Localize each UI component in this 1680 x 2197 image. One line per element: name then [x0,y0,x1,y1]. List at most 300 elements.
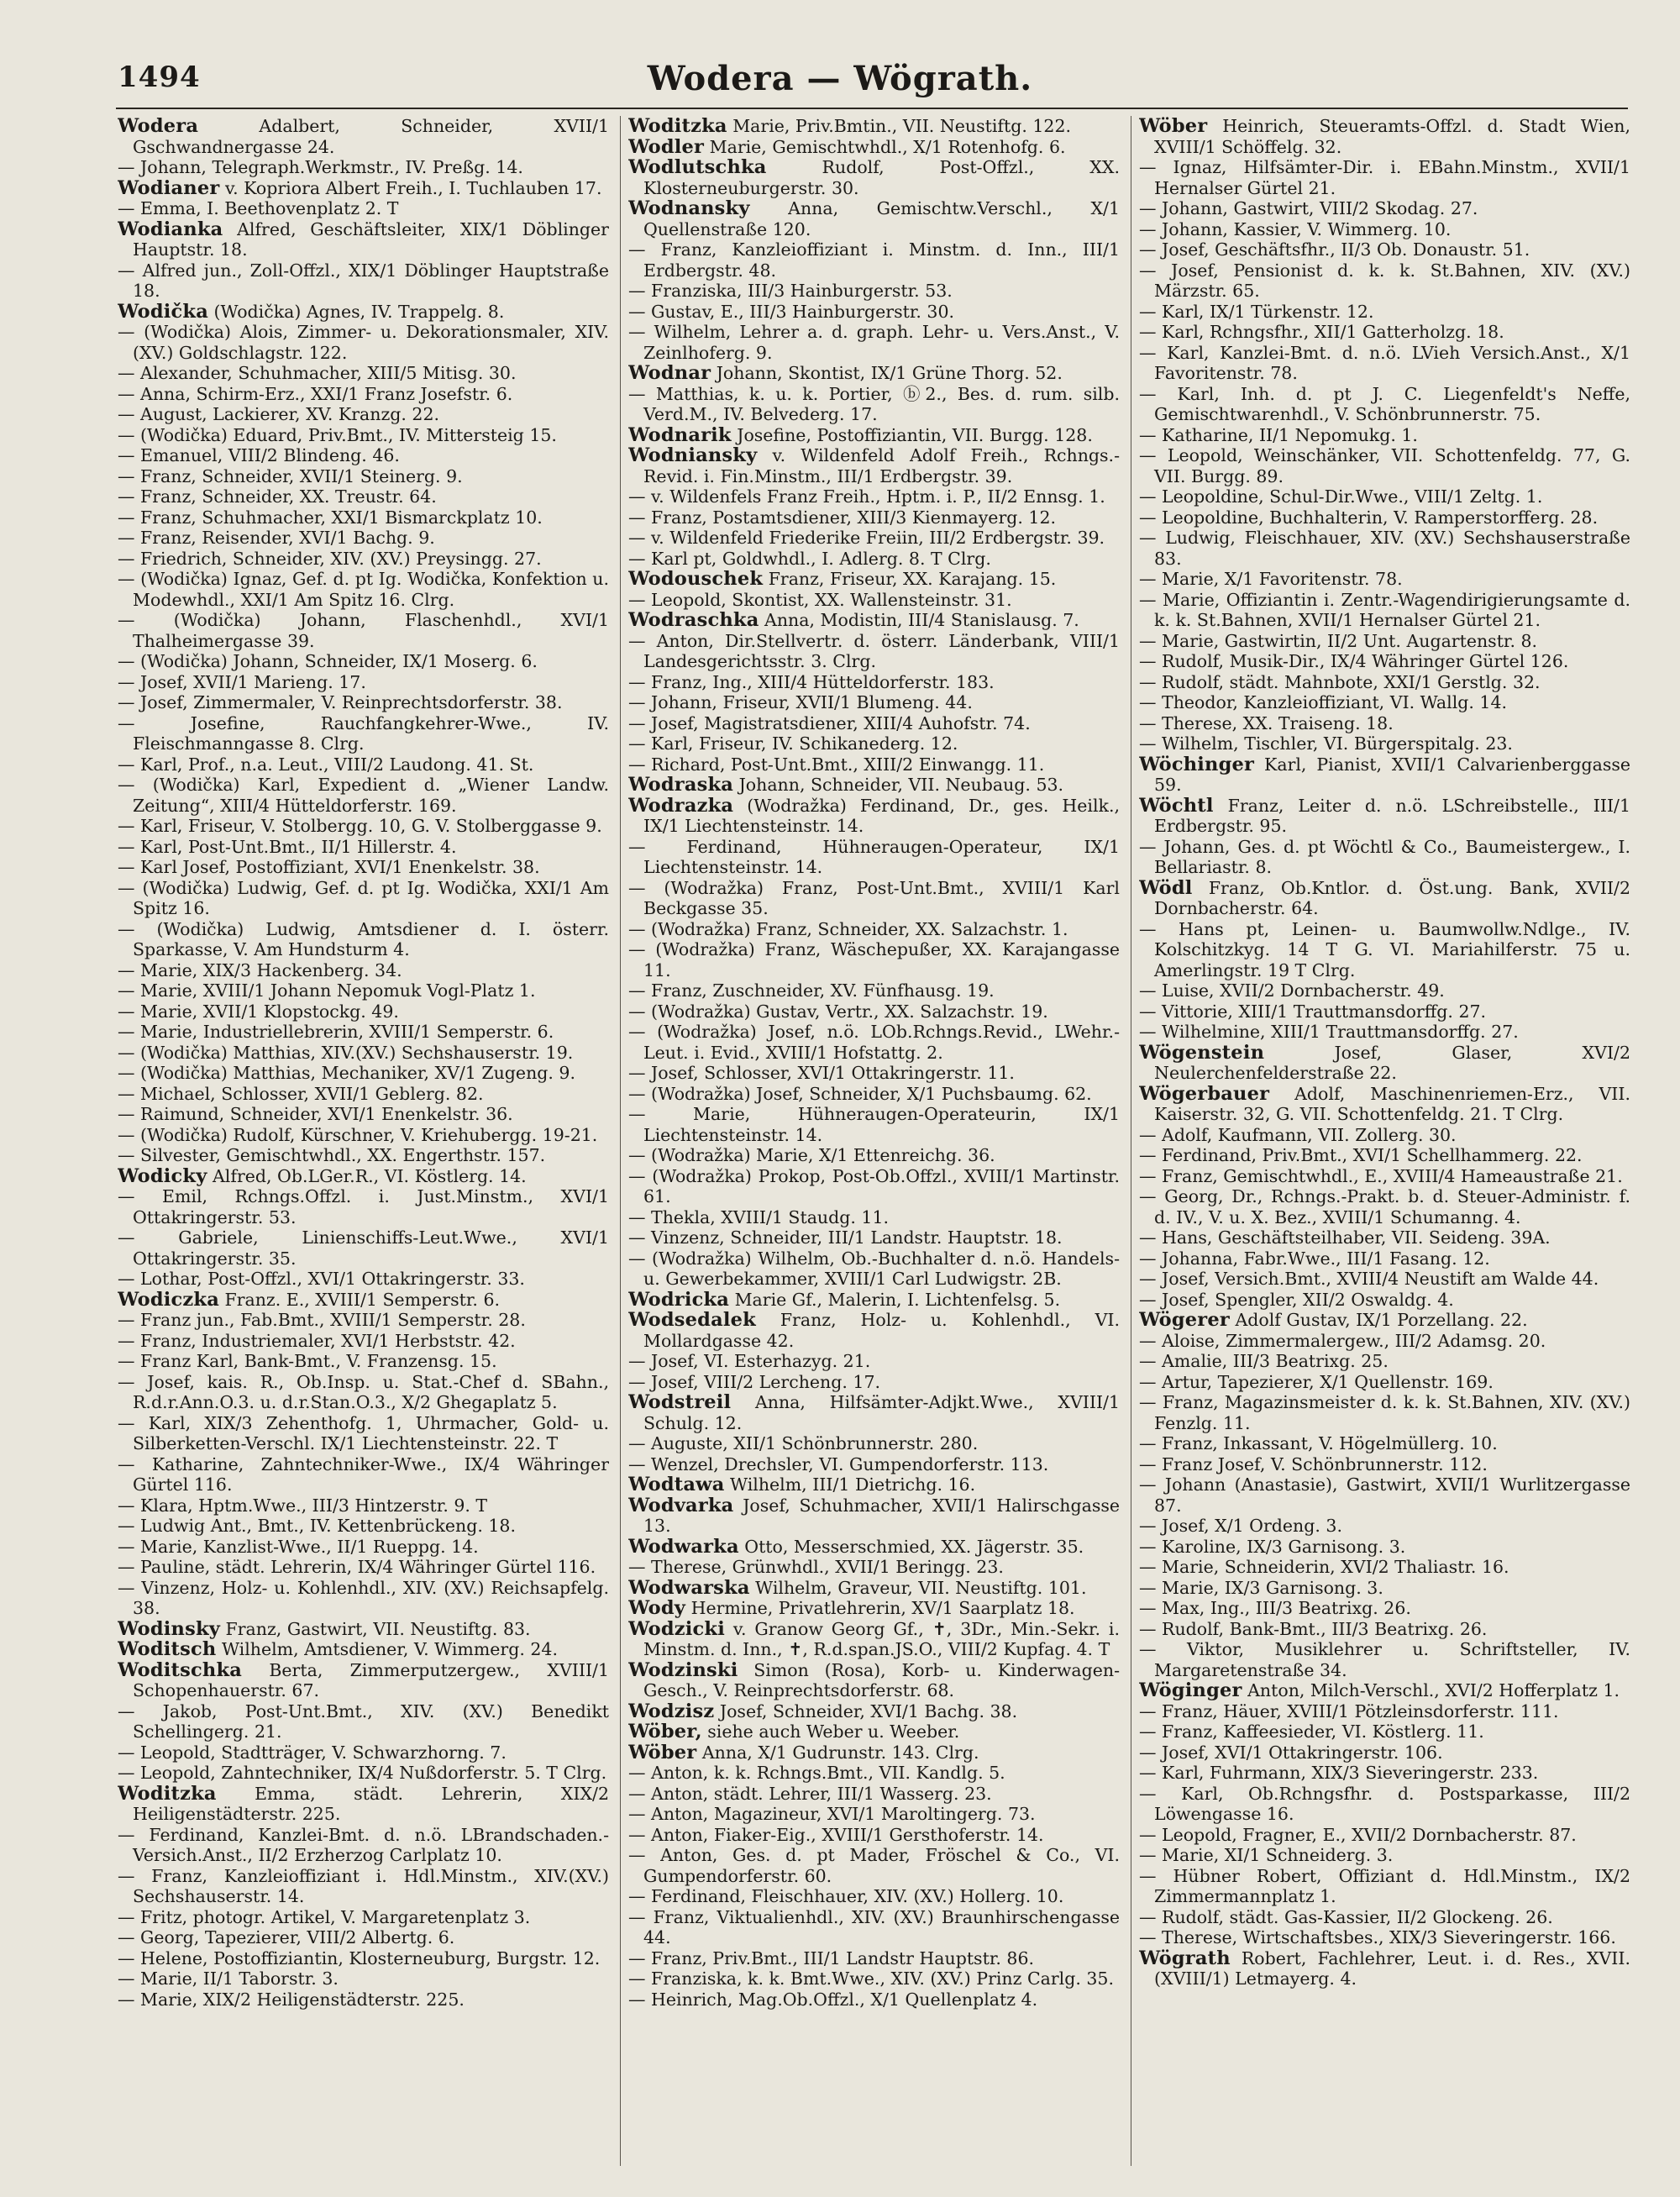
entry-text: — Marie, Schneiderin, XVI/2 Thaliastr. 16. [1139,1557,1509,1577]
entry-text: — Emil, Rchngs.Offzl. i. Just.Minstm., XVI/1 Ottakringerstr. 53. [118,1186,609,1227]
entry-text: — Rudolf, städt. Gas-Kassier, II/2 Glockeng. 26. [1139,1906,1553,1927]
entry-text: — Franz, Schneider, XX. Treustr. 64. [118,486,437,507]
directory-entry [118,1516,609,1537]
entry-surname: Wöber [628,1741,697,1763]
directory-entry [1139,1474,1630,1516]
entry-text: — Wenzel, Drechsler, VI. Gumpendorferstr. 113. [628,1453,1049,1474]
directory-entry [1139,919,1630,981]
directory-entry [118,837,609,858]
directory-entry [1139,198,1630,219]
entry-text: — Franz, Industriemaler, XVI/1 Herbststr. 42. [118,1330,516,1351]
entry-text: — Ludwig Ant., Bmt., IV. Kettenbrückeng. 18. [118,1516,516,1536]
directory-entry [628,1825,1120,1846]
directory-entry [628,754,1120,775]
directory-entry [628,1207,1120,1228]
entry-text: Franz, Friseur, XX. Karajang. 15. [763,569,1057,589]
entry-text: — Karl pt, Goldwhdl., I. Adlerg. 8. T Clrg. [628,548,991,569]
directory-entry [628,1804,1120,1825]
entry-surname: Wöchinger [1139,753,1255,775]
directory-entry [1139,1084,1630,1125]
directory-entry [118,1022,609,1043]
directory-entry [1139,486,1630,507]
entry-text: — Franz jun., Fab.Bmt., XVIII/1 Semperstr. 28. [118,1310,526,1330]
entry-text: — Georg, Dr., Rchngs.-Prakt. b. d. Steuer-Administr. f. d. IV., V. u. X. Bez., XVIII/1 Schumanng. 4. [1139,1186,1630,1227]
entry-text: — Josef, XVII/1 Marieng. 17. [118,671,366,692]
entry-text: — Aloise, Zimmermalergew., III/2 Adamsg. 20. [1139,1330,1546,1351]
entry-text: — Wilhelm, Tischler, VI. Bürgerspitalg. 23. [1139,733,1513,754]
directory-entry [118,302,609,323]
entry-text: — Karoline, IX/3 Garnisong. 3. [1139,1536,1406,1557]
directory-entry [118,775,609,816]
entry-text: — v. Wildenfels Franz Freih., Hptm. i. P., II/2 Ennsg. 1. [628,486,1105,507]
entry-surname: Wodraska [628,774,734,796]
entry-text: — (Wodražka) Franz, Post-Unt.Bmt., XVIII/1 Karl Beckgasse 35. [628,877,1120,918]
entry-surname: Wodtawa [628,1474,725,1495]
directory-entry [118,1351,609,1372]
directory-entry [118,384,609,405]
entry-text: — Raimund, Schneider, XVI/1 Enenkelstr. 36. [118,1104,513,1124]
entry-text: — Franz, Ing., XIII/4 Hütteldorferstr. 183. [628,671,995,692]
entry-text: — Josef, Zimmermaler, V. Reinprechtsdorferstr. 38. [118,692,563,712]
entry-text: — (Wodička) Ludwig, Gef. d. pt Ig. Wodička, XXI/1 Am Spitz 16. [118,877,609,918]
directory-entry [118,878,609,919]
directory-entry [628,1104,1120,1145]
entry-surname: Wöchtl [1139,794,1214,817]
entry-text: Franz, Gastwirt, VII. Neustiftg. 83. [220,1618,531,1639]
directory-entry [118,672,609,693]
entry-text: — Johann, Ges. d. pt Wöchtl & Co., Baumeistergew., I. Bellariastr. 8. [1139,836,1630,877]
entry-text: — Adolf, Kaufmann, VII. Zollerg. 30. [1139,1124,1457,1145]
directory-entry [118,1125,609,1146]
directory-entry [628,1084,1120,1105]
directory-entry [628,1290,1120,1311]
entry-surname: Wodwarska [628,1576,750,1599]
directory-entry [118,178,609,199]
entry-text: — Josef, Geschäftsfhr., II/3 Ob. Donaustr. 51. [1139,239,1530,260]
entry-surname: Wodniansky [628,444,758,466]
entry-surname: Woditzka [118,1782,217,1805]
directory-entry [1139,1825,1630,1846]
directory-entry [1139,507,1630,528]
entry-text: v. Kopriora Albert Freih., I. Tuchlauben 17. [219,177,602,198]
directory-entry [118,1784,609,1825]
directory-entry [628,1022,1120,1063]
entry-text: — Marie, XIX/2 Heiligenstädterstr. 225. [118,1989,465,2010]
entry-surname: Wodlutschka [628,156,767,178]
entry-text: — Josef, kais. R., Ob.Insp. u. Stat.-Chef d. SBahn., R.d.r.Ann.O.3. u. d.r.Stan.O.3., X/2 Ghegaplatz 5. [118,1371,609,1412]
entry-text: — Franz, Postamtsdiener, XIII/3 Kienmayerg. 12. [628,507,1056,528]
entry-text: — Vinzenz, Schneider, III/1 Landstr. Hauptstr. 18. [628,1227,1063,1248]
directory-entry [628,157,1120,198]
directory-entry [118,363,609,384]
directory-entry [1139,1227,1630,1248]
directory-entry [1139,1701,1630,1722]
entry-text: — (Wodražka) Gustav, Vertr., XX. Salzachstr. 19. [628,1001,1048,1022]
directory-entry [1139,754,1630,796]
entry-text: — Franz, Gemischtwhdl., E., XVIII/4 Hameaustraße 21. [1139,1165,1623,1186]
entry-surname: Wodzicki [628,1617,725,1640]
entry-text: — Ferdinand, Priv.Bmt., XVI/1 Schellhammerg. 22. [1139,1145,1583,1165]
entry-surname: Wody [628,1597,686,1619]
directory-entry [1139,1537,1630,1558]
entry-surname: Wodzinski [628,1658,738,1681]
entry-text: — Ferdinand, Hühneraugen-Operateur, IX/1 Liechtensteinstr. 14. [628,836,1120,877]
directory-entry [118,1084,609,1105]
directory-entry [1139,1022,1630,1043]
directory-entry [1139,322,1630,343]
directory-entry [118,507,609,528]
directory-entry [118,1495,609,1516]
entry-text: — Alexander, Schuhmacher, XIII/5 Mitisg. 30. [118,363,517,383]
entry-text: — Karl, Post-Unt.Bmt., II/1 Hillerstr. 4. [118,836,457,857]
directory-entry [628,672,1120,693]
directory-entry [628,1392,1120,1433]
directory-entry [118,445,609,466]
entry-text: — Therese, Wirtschaftsbes., XIX/3 Sieveringerstr. 166. [1139,1927,1616,1947]
directory-column-2 [628,116,1120,2166]
directory-entry [1139,980,1630,1001]
entry-text: Marie, Priv.Bmtin., VII. Neustiftg. 122. [727,116,1072,136]
entry-text: — Anton, Fiaker-Eig., XVIII/1 Gersthoferstr. 14. [628,1824,1044,1845]
entry-text: — Marie, XVIII/1 Johann Nepomuk Vogl-Platz 1. [118,980,536,1001]
directory-entry [118,1866,609,1907]
entry-surname: Wodnar [628,362,711,384]
directory-entry [628,1578,1120,1599]
entry-text: — (Wodražka) Josef, Schneider, X/1 Puchsbaumg. 62. [628,1083,1092,1104]
entry-surname: Wögrath [1139,1947,1231,1969]
entry-text: — Friedrich, Schneider, XIV. (XV.) Preysingg. 27. [118,548,542,569]
entry-text: — Josef, Magistratsdiener, XIII/4 Auhofstr. 74. [628,712,1031,733]
entry-surname: Wodstreil [628,1391,732,1413]
entry-text: — (Wodička) Rudolf, Kürschner, V. Kriehubergg. 19-21. [118,1124,598,1145]
directory-entry [628,1495,1120,1537]
directory-entry [628,1784,1120,1805]
entry-text: Heinrich, Steueramts-Offzl. d. Stadt Wien, XVIII/1 Schöffelg. 32. [1154,116,1630,157]
entry-text: — Marie, Kanzlist-Wwe., II/1 Rueppg. 14. [118,1536,479,1557]
directory-entry [628,1351,1120,1372]
entry-text: — Anna, Schirm-Erz., XXI/1 Franz Josefstr. 6. [118,383,513,404]
directory-entry [628,1001,1120,1022]
entry-text: Anna, X/1 Gudrunstr. 143. Clrg. [696,1742,979,1763]
entry-text: — Franz, Kanzleioffiziant i. Hdl.Minstm., XIV.(XV.) Sechshauserstr. 14. [118,1865,609,1906]
directory-entry [118,466,609,487]
entry-text: — Karl, Inh. d. pt J. C. Liegenfeldt's Neffe, Gemischtwarenhdl., V. Schönbrunnerstr. 75. [1139,383,1630,424]
entry-text: — Therese, Grünwhdl., XVII/1 Beringg. 23. [628,1557,1004,1577]
entry-text: — Franz, Priv.Bmt., III/1 Landstr Hauptstr. 86. [628,1947,1035,1968]
entry-text: — Lothar, Post-Offzl., XVI/1 Ottakringerstr. 33. [118,1269,525,1289]
entry-text: — (Wodička) Johann, Schneider, IX/1 Moserg. 6. [118,651,538,671]
entry-text: — Hübner Robert, Offiziant d. Hdl.Minstm., IX/2 Zimmermannplatz 1. [1139,1865,1630,1906]
directory-entry [118,569,609,610]
directory-entry [1139,260,1630,302]
entry-text: — Leopold, Zahntechniker, IX/4 Nußdorferstr. 5. T Clrg. [118,1763,607,1783]
directory-entry [628,692,1120,713]
entry-text: Johann, Schneider, VII. Neubaug. 53. [733,775,1064,795]
directory-entry [1139,1166,1630,1187]
entry-text: — Theodor, Kanzleioffiziant, VI. Wallg. 14. [1139,692,1508,712]
directory-entry [118,116,609,157]
entry-text: v. Wildenfeld Adolf Freih., Rchngs.-Revid. i. Fin.Minstm., III/1 Erdbergstr. 39. [643,445,1120,486]
entry-text: — Gabriele, Linienschiffs-Leut.Wwe., XVI/1 Ottakringerstr. 35. [118,1227,609,1269]
entry-text: — Marie, Offiziantin i. Zentr.-Wagendirigierungsamte d. k. k. St.Bahnen, XVII/1 Hernalser Gürtel 21. [1139,589,1630,630]
directory-entry [628,198,1120,239]
directory-entry [118,198,609,219]
directory-entry [118,1927,609,1948]
directory-entry [628,1537,1120,1558]
directory-entry [628,590,1120,611]
entry-text: Berta, Zimmerputzergew., XVIII/1 Schopenhauerstr. 67. [133,1659,609,1700]
entry-text: Emma, städt. Lehrerin, XIX/2 Heiligenstädterstr. 225. [133,1783,609,1824]
entry-text: — Marie, XVII/1 Klopstockg. 49. [118,1001,399,1022]
entry-text: Adalbert, Schneider, XVII/1 Gschwandnergasse 24. [133,116,609,157]
entry-text: — Josefine, Rauchfangkehrer-Wwe., IV. Fleischmanngasse 8. Clrg. [118,712,609,754]
entry-text: — Matthias, k. u. k. Portier, ⓑ2., Bes. d. rum. silb. Verd.M., IV. Belvederg. 17. [628,383,1120,424]
entry-surname: Wögerbauer [1139,1082,1270,1105]
entry-text: — Anton, Ges. d. pt Mader, Fröschel & Co., VI. Gumpendorferstr. 60. [628,1845,1120,1886]
entry-text: — Karl, Rchngsfhr., XII/1 Gatterholzg. 18. [1139,322,1504,342]
directory-entry [118,1825,609,1866]
entry-text: — Heinrich, Mag.Ob.Offzl., X/1 Quellenplatz 4. [628,1989,1038,2010]
entry-surname: Wodouschek [628,568,764,590]
entry-surname: Woditzka [628,116,727,137]
directory-entry [118,1557,609,1578]
directory-entry [628,1454,1120,1475]
entry-surname: Wodricka [628,1288,730,1311]
entry-text: — Ignaz, Hilfsämter-Dir. i. EBahn.Minstm., XVII/1 Hernalser Gürtel 21. [1139,157,1630,198]
entry-text: — Josef, VIII/2 Lercheng. 17. [628,1371,881,1392]
entry-text: — Luise, XVII/2 Dornbacherstr. 49. [1139,980,1445,1001]
directory-entry [628,302,1120,323]
entry-text: — (Wodička) Ignaz, Gef. d. pt Ig. Wodička, Konfektion u. Modewhdl., XXI/1 Am Spitz 16. Clrg. [118,569,609,610]
directory-entry [628,1619,1120,1660]
entry-text: Adolf, Maschinenriemen-Erz., VII. Kaiserstr. 32, G. VII. Schottenfeldg. 21. T Clrg. [1154,1083,1630,1124]
directory-entry [628,363,1120,384]
directory-entry [628,239,1120,281]
directory-entry [118,713,609,754]
directory-entry [118,260,609,302]
entry-text: — Leopold, Skontist, XX. Wallensteinstr. 31. [628,589,1012,610]
directory-entry [628,1948,1120,1969]
entry-text: — Leopold, Stadtträger, V. Schwarzhorng. 7. [118,1742,507,1763]
entry-surname: Wodiczka [118,1288,219,1311]
directory-entry [1139,1269,1630,1290]
entry-text: — Alfred jun., Zoll-Offzl., XIX/1 Döblinger Hauptstraße 18. [118,260,609,301]
entry-text: — Leopoldine, Buchhalterin, V. Ramperstorfferg. 28. [1139,507,1599,528]
entry-text: — Anton, Dir.Stellvertr. d. österr. Länderbank, VIII/1 Landesgerichtsstr. 3. Clrg. [628,630,1120,671]
entry-surname: Wöginger [1139,1679,1242,1701]
directory-entry [1139,631,1630,652]
entry-text: Wilhelm, Amtsdiener, V. Wimmerg. 24. [216,1639,558,1659]
entry-text: — Franz, Kanzleioffiziant i. Minstm. d. Inn., III/1 Erdbergstr. 48. [628,239,1120,281]
directory-entry [1139,1351,1630,1372]
entry-text: — Rudolf, Bank-Bmt., III/3 Beatrixg. 26. [1139,1618,1488,1639]
directory-entry [1139,528,1630,569]
directory-entry [118,1043,609,1064]
entry-text: — (Wodička) Eduard, Priv.Bmt., IV. Mittersteig 15. [118,424,557,445]
entry-text: — Franz Josef, V. Schönbrunnerstr. 112. [1139,1453,1488,1474]
entry-text: — Vinzenz, Holz- u. Kohlenhdl., XIV. (XV.) Reichsapfelg. 38. [118,1577,609,1618]
entry-text: — Karl, Fuhrmann, XIX/3 Sieveringerstr. 233. [1139,1763,1539,1783]
directory-entry [1139,1516,1630,1537]
directory-entry [628,1989,1120,2010]
entry-text: — Karl, XIX/3 Zehenthofg. 1, Uhrmacher, Gold- u. Silberketten-Verschl. IX/1 Liechtensteinstr. 22. T [118,1412,609,1453]
entry-surname: Wodička [118,300,208,323]
entry-text: — Fritz, photogr. Artikel, V. Margaretenplatz 3. [118,1906,531,1927]
directory-entry [1139,445,1630,486]
directory-entry [1139,1331,1630,1352]
directory-entry [628,486,1120,507]
entry-text: — Johann (Anastasie), Gastwirt, XVII/1 Wurlitzergasse 87. [1139,1474,1630,1516]
directory-entry [1139,1578,1630,1599]
directory-entry [628,919,1120,940]
entry-surname: Wögenstein [1139,1041,1265,1064]
entry-surname: Wodwarka [628,1535,739,1558]
entry-text: — Franz, Magazinsmeister d. k. k. St.Bahnen, XIV. (XV.) Fenzlg. 11. [1139,1392,1630,1433]
directory-entry [118,919,609,960]
entry-text: — (Wodička) Matthias, XIV.(XV.) Sechshauserstr. 19. [118,1042,574,1063]
directory-entry [628,1742,1120,1763]
entry-text: Franz, Ob.Kntlor. d. Öst.ung. Bank, XVII/2 Dornbacherstr. 64. [1154,877,1630,918]
directory-entry [628,1227,1120,1248]
entry-text: — Anton, k. k. Rchngs.Bmt., VII. Kandlg. 5. [628,1763,1005,1783]
directory-entry [118,1063,609,1084]
directory-entry [1139,692,1630,713]
directory-entry [628,549,1120,570]
directory-entry [118,1989,609,2010]
directory-entry [1139,1043,1630,1084]
directory-entry [1139,569,1630,590]
directory-entry [1139,1866,1630,1907]
entry-text: v. Granow Georg Gf., ✝, 3Dr., Min.-Sekr. i. Minstm. d. Inn., ✝, R.d.span.JS.O., VIII/2 Kupfag. 4. T [643,1618,1120,1659]
directory-entry [118,1001,609,1022]
entry-text: Johann, Skontist, IX/1 Grüne Thorg. 52. [711,363,1063,383]
directory-entry [628,1063,1120,1084]
directory-entry [1139,1721,1630,1742]
entry-text: Karl, Pianist, XVII/1 Calvarienberggasse 59. [1154,754,1630,795]
directory-entry [118,1104,609,1125]
entry-text: — Marie, II/1 Taborstr. 3. [118,1968,339,1989]
entry-text: — (Wodražka) Marie, X/1 Ettenreichg. 36. [628,1145,995,1165]
entry-text: Alfred, Geschäftsleiter, XIX/1 Döblinger Hauptstr. 18. [133,218,609,260]
entry-text: — Pauline, städt. Lehrerin, IX/4 Währinger Gürtel 116. [118,1557,596,1577]
directory-entry [628,878,1120,919]
entry-text: Alfred, Ob.LGer.R., VI. Köstlerg. 14. [207,1165,527,1186]
directory-entry [628,1557,1120,1578]
entry-text: — Wilhelm, Lehrer a. d. graph. Lehr- u. Vers.Anst., V. Zeinlhoferg. 9. [628,322,1120,363]
directory-entry [1139,1372,1630,1393]
directory-entry [118,1968,609,1989]
directory-entry [118,486,609,507]
entry-text: — (Wodražka) Franz, Schneider, XX. Salzachstr. 1. [628,918,1068,939]
directory-entry [628,322,1120,363]
entry-text: — Ferdinand, Kanzlei-Bmt. d. n.ö. LBrandschaden.-Versich.Anst., II/2 Erzherzog Carlplatz 10. [118,1824,609,1865]
entry-text: — Karl, Ob.Rchngsfhr. d. Postsparkasse, III/2 Löwengasse 16. [1139,1783,1630,1824]
entry-text: — (Wodička) Ludwig, Amtsdiener d. I. österr. Sparkasse, V. Am Hundsturm 4. [118,918,609,959]
directory-entry [628,281,1120,302]
entry-surname: Wöber [1139,116,1208,137]
entry-text: — Johann, Telegraph.Werkmstr., IV. Preßg. 14. [118,157,523,177]
directory-entry [1139,425,1630,446]
entry-text: — Karl Josef, Postoffiziant, XVI/1 Enenkelstr. 38. [118,857,540,877]
directory-entry [1139,157,1630,198]
entry-text: — Ludwig, Fleischhauer, XIV. (XV.) Sechshauserstraße 83. [1139,528,1630,569]
entry-text: — Josef, VI. Esterhazyg. 21. [628,1351,871,1371]
directory-entry [628,775,1120,796]
entry-text: — (Wodražka) Franz, Wäschepußer, XX. Karajangasse 11. [628,939,1120,980]
entry-text: — Viktor, Musiklehrer u. Schriftsteller, IV. Margaretenstraße 34. [1139,1639,1630,1680]
entry-text: — Josef, Schlosser, XVI/1 Ottakringerstr. 11. [628,1063,1015,1083]
entry-text: Simon (Rosa), Korb- u. Kinderwagen-Gesch., V. Reinprechtsdorferstr. 68. [643,1659,1120,1700]
entry-text: — Anton, städt. Lehrer, III/1 Wasserg. 23. [628,1783,992,1804]
entry-surname: Wodler [628,135,705,158]
entry-text: — Vittorie, XIII/1 Trauttmansdorffg. 27. [1139,1001,1487,1022]
directory-entry [118,1907,609,1928]
entry-text: — Johann, Kassier, V. Wimmerg. 10. [1139,218,1452,239]
directory-entry [118,528,609,549]
entry-text: Marie Gf., Malerin, I. Lichtenfelsg. 5. [729,1289,1061,1310]
directory-entry [628,713,1120,734]
directory-entry [1139,1598,1630,1619]
entry-text: — (Wodička) Karl, Expedient d. „Wiener Landw. Zeitung“, XIII/4 Hütteldorferstr. 169. [118,775,609,816]
directory-entry [118,1742,609,1763]
directory-entry [628,796,1120,837]
entry-surname: Woditsch [118,1638,217,1660]
directory-entry [1139,1001,1630,1022]
entry-text: — Marie, Gastwirtin, II/2 Unt. Augartenstr. 8. [1139,630,1538,651]
entry-text: — Franz, Schneider, XVII/1 Steinerg. 9. [118,465,463,486]
entry-text: siehe auch Weber u. Weeber. [701,1721,960,1742]
entry-text: Josefine, Postoffiziantin, VII. Burgg. 128. [731,424,1093,445]
directory-entry [628,631,1120,672]
entry-text: — Rudolf, städt. Mahnbote, XXI/1 Gerstlg. 32. [1139,671,1541,692]
entry-text: — Franz Karl, Bank-Bmt., V. Franzensg. 15. [118,1351,497,1371]
entry-text: — Helene, Postoffiziantin, Klosterneuburg, Burgstr. 12. [118,1947,601,1968]
entry-text: Wilhelm, III/1 Dietrichg. 16. [724,1474,976,1495]
entry-text: Hermine, Privatlehrerin, XV/1 Saarplatz 18. [685,1598,1075,1618]
directory-entry [118,322,609,363]
entry-text: — Emma, I. Beethovenplatz 2. T [118,198,399,218]
directory-entry [118,1227,609,1269]
directory-entry [1139,1742,1630,1763]
directory-entry [628,1845,1120,1886]
directory-entry [118,1639,609,1660]
directory-entry [118,610,609,651]
entry-text: — Johanna, Fabr.Wwe., III/1 Fasang. 12. [1139,1248,1490,1269]
entry-text: — Amalie, III/3 Beatrixg. 25. [1139,1351,1389,1371]
entry-text: — Michael, Schlosser, XVII/1 Geblerg. 82. [118,1083,484,1104]
entry-text: — Hans, Geschäftsteilhaber, VII. Seideng. 39A. [1139,1227,1551,1248]
directory-entry [628,610,1120,631]
directory-entry [628,445,1120,486]
entry-text: — Josef, Pensionist d. k. k. St.Bahnen, XIV. (XV.) Märzstr. 65. [1139,260,1630,301]
entry-surname: Wodnansky [628,197,750,219]
directory-entry [628,1886,1120,1907]
entry-text: — Rudolf, Musik-Dir., IX/4 Währinger Gürtel 126. [1139,651,1569,671]
entry-text: — (Wodička) Johann, Flaschenhdl., XVI/1 Thalheimergasse 39. [118,610,609,651]
directory-column-1 [118,116,609,2166]
directory-entry [118,1269,609,1290]
directory-entry [1139,713,1630,734]
entry-text: — Franz, Viktualienhdl., XIV. (XV.) Braunhirschengasse 44. [628,1906,1120,1947]
entry-text: — Franziska, k. k. Bmt.Wwe., XIV. (XV.) Prinz Carlg. 35. [628,1968,1114,1989]
entry-text: Josef, Schneider, XVI/1 Bachg. 38. [714,1700,1018,1721]
directory-entry [628,1660,1120,1701]
directory-entry [1139,1927,1630,1948]
entry-text: (Wodička) Agnes, IV. Trappelg. 8. [208,301,505,322]
directory-entry [628,1474,1120,1495]
entry-surname: Wodicky [118,1164,207,1187]
directory-entry [628,137,1120,158]
